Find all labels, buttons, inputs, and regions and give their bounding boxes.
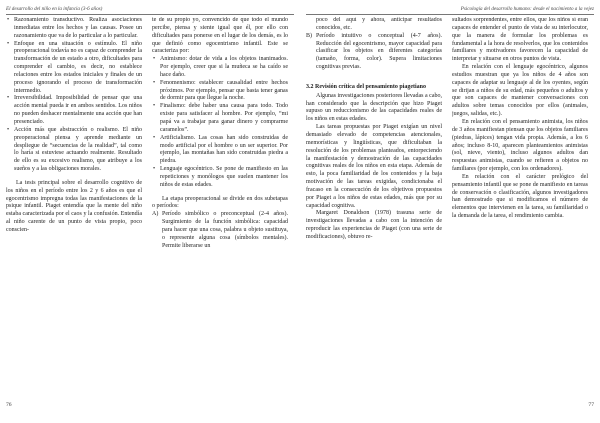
substage-body: Reducción del egocentrismo, mayor capacidad para clasificar los objetos en diferentes categorías (tamaño, forma, color). Supera limitaciones cognitivas previas. bbox=[316, 40, 442, 71]
right-page bbox=[300, 0, 600, 423]
paragraph: En relación con el pensamiento animista, los niños de 3 años manifiestan piensan que los objetos familiares (piedras, lápices) tengan vida propia. Además, a los 6 años; incluso 8-10, aparecen planteamientos animistas (sol, nieve, viento), incluso algunos adultos dan respuestas animistas, cuando se refieren a objetos no familiares (por ejemplo, con los ordenadores). bbox=[452, 118, 588, 173]
right-page-number: 77 bbox=[588, 402, 594, 408]
paragraph: La etapa preoperacional se divide en dos subetapas o períodos: bbox=[152, 195, 288, 210]
paragraph: Algunas investigaciones posteriores llevadas a cabo, han considerado que la descripción que hizo Piaget supuso un reduccionismo de las capacidades reales de los niños en estas edades. bbox=[306, 92, 442, 123]
list-item: • Acción más que abstracción o realismo. El niño preoperacional piensa y aprende mediante un despliegue de “secuencias de la realidad”, tal como lo haría si estuviese actuando realmente. Resultado de ello es su excesivo realismo, que atribuye a los sueños y a las obligaciones morales. bbox=[6, 127, 142, 174]
substage-list bbox=[306, 17, 442, 72]
list-item bbox=[306, 33, 442, 72]
list-item bbox=[152, 211, 288, 250]
paragraph: sultados sorprendentes, entre ellos, que los niños sí eran capaces de entender el punto de vista de su interlocutor, que la manera de formular los problemas es fundamental a la hora de resolverlos, que los contenidos familiares y motivadores favorecen la capacidad de interpretar y situarse en otros puntos de vista. bbox=[452, 17, 588, 63]
paragraph: Margaret Donaldson (1978) trasuna serie de investigaciones llevadas a cabo con la intención de reproducir las experiencias de Piaget (con una serie de modificaciones), obtuvo re- bbox=[306, 210, 442, 240]
list-item: • Fenomenismo: establecer causalidad entre hechos próximos. Por ejemplo, pensar que basta tener ganas de dormir para que llegue la noche. bbox=[152, 80, 288, 104]
list-item: • Finalismo: debe haber una causa para todo. Todo existe para satisfacer al hombre. Por ejemplo, “mi papá va a trabajar para ganar dinero y comprarme caramelos”. bbox=[152, 103, 288, 134]
substage-title: Período intuitivo o conceptual (4-7 años). bbox=[316, 32, 442, 39]
list-item: • Razonamiento transductivo. Realiza asociaciones inmediatas entre los hechos y las causas. Posee un razonamiento que va de lo particular a lo particular. bbox=[6, 17, 142, 41]
right-column-2 bbox=[452, 17, 588, 392]
list-item: • Irreversibilidad. Imposibilidad de pensar que una acción mental pueda ir en ambos sentidos. Los niños no pueden deshacer mentalmente una acción que han presenciado. bbox=[6, 95, 142, 126]
section-heading: 3.2 Revisión crítica del pensamiento piagetiano bbox=[306, 83, 426, 90]
left-page-number: 76 bbox=[6, 402, 12, 408]
right-column-1 bbox=[306, 17, 442, 392]
right-running-head: Psicología del desarrollo humano: desde el nacimiento a la vejez bbox=[460, 6, 594, 12]
list-item: • Enfoque en una situación o estímulo. El niño preoperacional todavía no es capaz de comprender la transformación de un estado a otro, dificultades para comprender el cambio, es decir, no establece relaciones entre los estados iniciales y finales de un proceso ignorando el proceso de transformación intermedio. bbox=[6, 41, 142, 96]
list-item: • Artificialismo. Las cosas han sido construidas de modo artificial por el hombre o un ser superior. Por ejemplo, las montañas han sido construidas piedra a piedra. bbox=[152, 135, 288, 166]
paragraph: te de su propio yo, convencido de que todo el mundo percibe, piensa y siente igual que él, por ello con dificultades para ponerse en el lugar de los demás, es lo que definió como egocentrismo infantil. Este se caracteriza por: bbox=[152, 17, 288, 55]
substage-label: A) bbox=[152, 211, 159, 218]
paragraph: En relación con el carácter prelógico del pensamiento infantil que se pone de manifiesto en tareas de conservación o clasificación, algunos investigadores han demostrado que si modificamos el número de elementos que intervienen en la tarea, su familiaridad o la demanda de la tarea, el rendimiento cambia. bbox=[452, 173, 588, 220]
substage-continuation: poco del aquí y ahora, anticipar resultados conocidos, etc. bbox=[316, 17, 442, 31]
list-item: • Lenguaje egocéntrico. Se pone de manifiesto en las repeticiones y monólogos que suelen mantener los niños de estas edades. bbox=[152, 166, 288, 190]
left-header-rule bbox=[6, 14, 294, 15]
substage-list bbox=[152, 211, 288, 250]
left-running-head: El desarrollo del niño en la infancia (3-6 años) bbox=[6, 6, 103, 12]
substage-body: Surgimiento de la función simbólica: capacidad para hacer que una cosa, palabra u objeto sustituya, o represente alguna cosa (símbolos mentales). Permite liberarse un bbox=[162, 219, 288, 249]
substage-title: Período simbólico o preconceptual (2-4 años). bbox=[162, 211, 288, 218]
right-header-rule bbox=[306, 14, 594, 15]
substage-label: B) bbox=[306, 32, 312, 39]
paragraph: Las tareas propuestas por Piaget exigían un nivel demasiado elevado de competencias atencionales, memorísticas y lingüísticas, que dificultaban la resolución de los problemas planteados, entorpeciendo la manifestación y demostración de las capacidades cognitivas reales de los niños en esta etapa. Además de esto, la poca familiaridad de los contenidos y la baja motivación de las tareas exigidas, condicionaba el fracaso en la consecución de los objetivos propuestos por Piaget a los niños de estas edades, más que por su capacidad cognitiva. bbox=[306, 124, 442, 209]
spacer bbox=[306, 72, 442, 78]
paragraph: La tesis principal sobre el desarrollo cognitivo de los niños en el período entre los 2 y 6 años es que el egocentrismo impregna todas las manifestaciones de la psique infantil. Piaget entendía que la mente del niño estaba caracterizada por el caos y la confusión. Entendía al niño carente de un punto de vista propio, poco conscien- bbox=[6, 179, 142, 233]
cognitive-traits-list bbox=[6, 17, 142, 174]
left-column-2 bbox=[152, 17, 288, 392]
list-item: • Animismo: dotar de vida a los objetos inanimados. Por ejemplo, creer que si la muñeca se ha caído se hace daño. bbox=[152, 56, 288, 80]
paragraph: En relación con el lenguaje egocéntrico, algunos estudios muestran que ya los niños de 4 años son capaces de adaptar su lenguaje al de los oyentes, según se dirijan a niños de su edad, más pequeños o adultos y que son capaces de mantener conversaciones con adultos sobre temas conocidos por ellos (animales, juegos, salidas, etc.). bbox=[452, 64, 588, 118]
egocentrism-traits-list bbox=[152, 56, 288, 189]
left-column-1 bbox=[6, 17, 142, 392]
list-item bbox=[306, 17, 442, 33]
